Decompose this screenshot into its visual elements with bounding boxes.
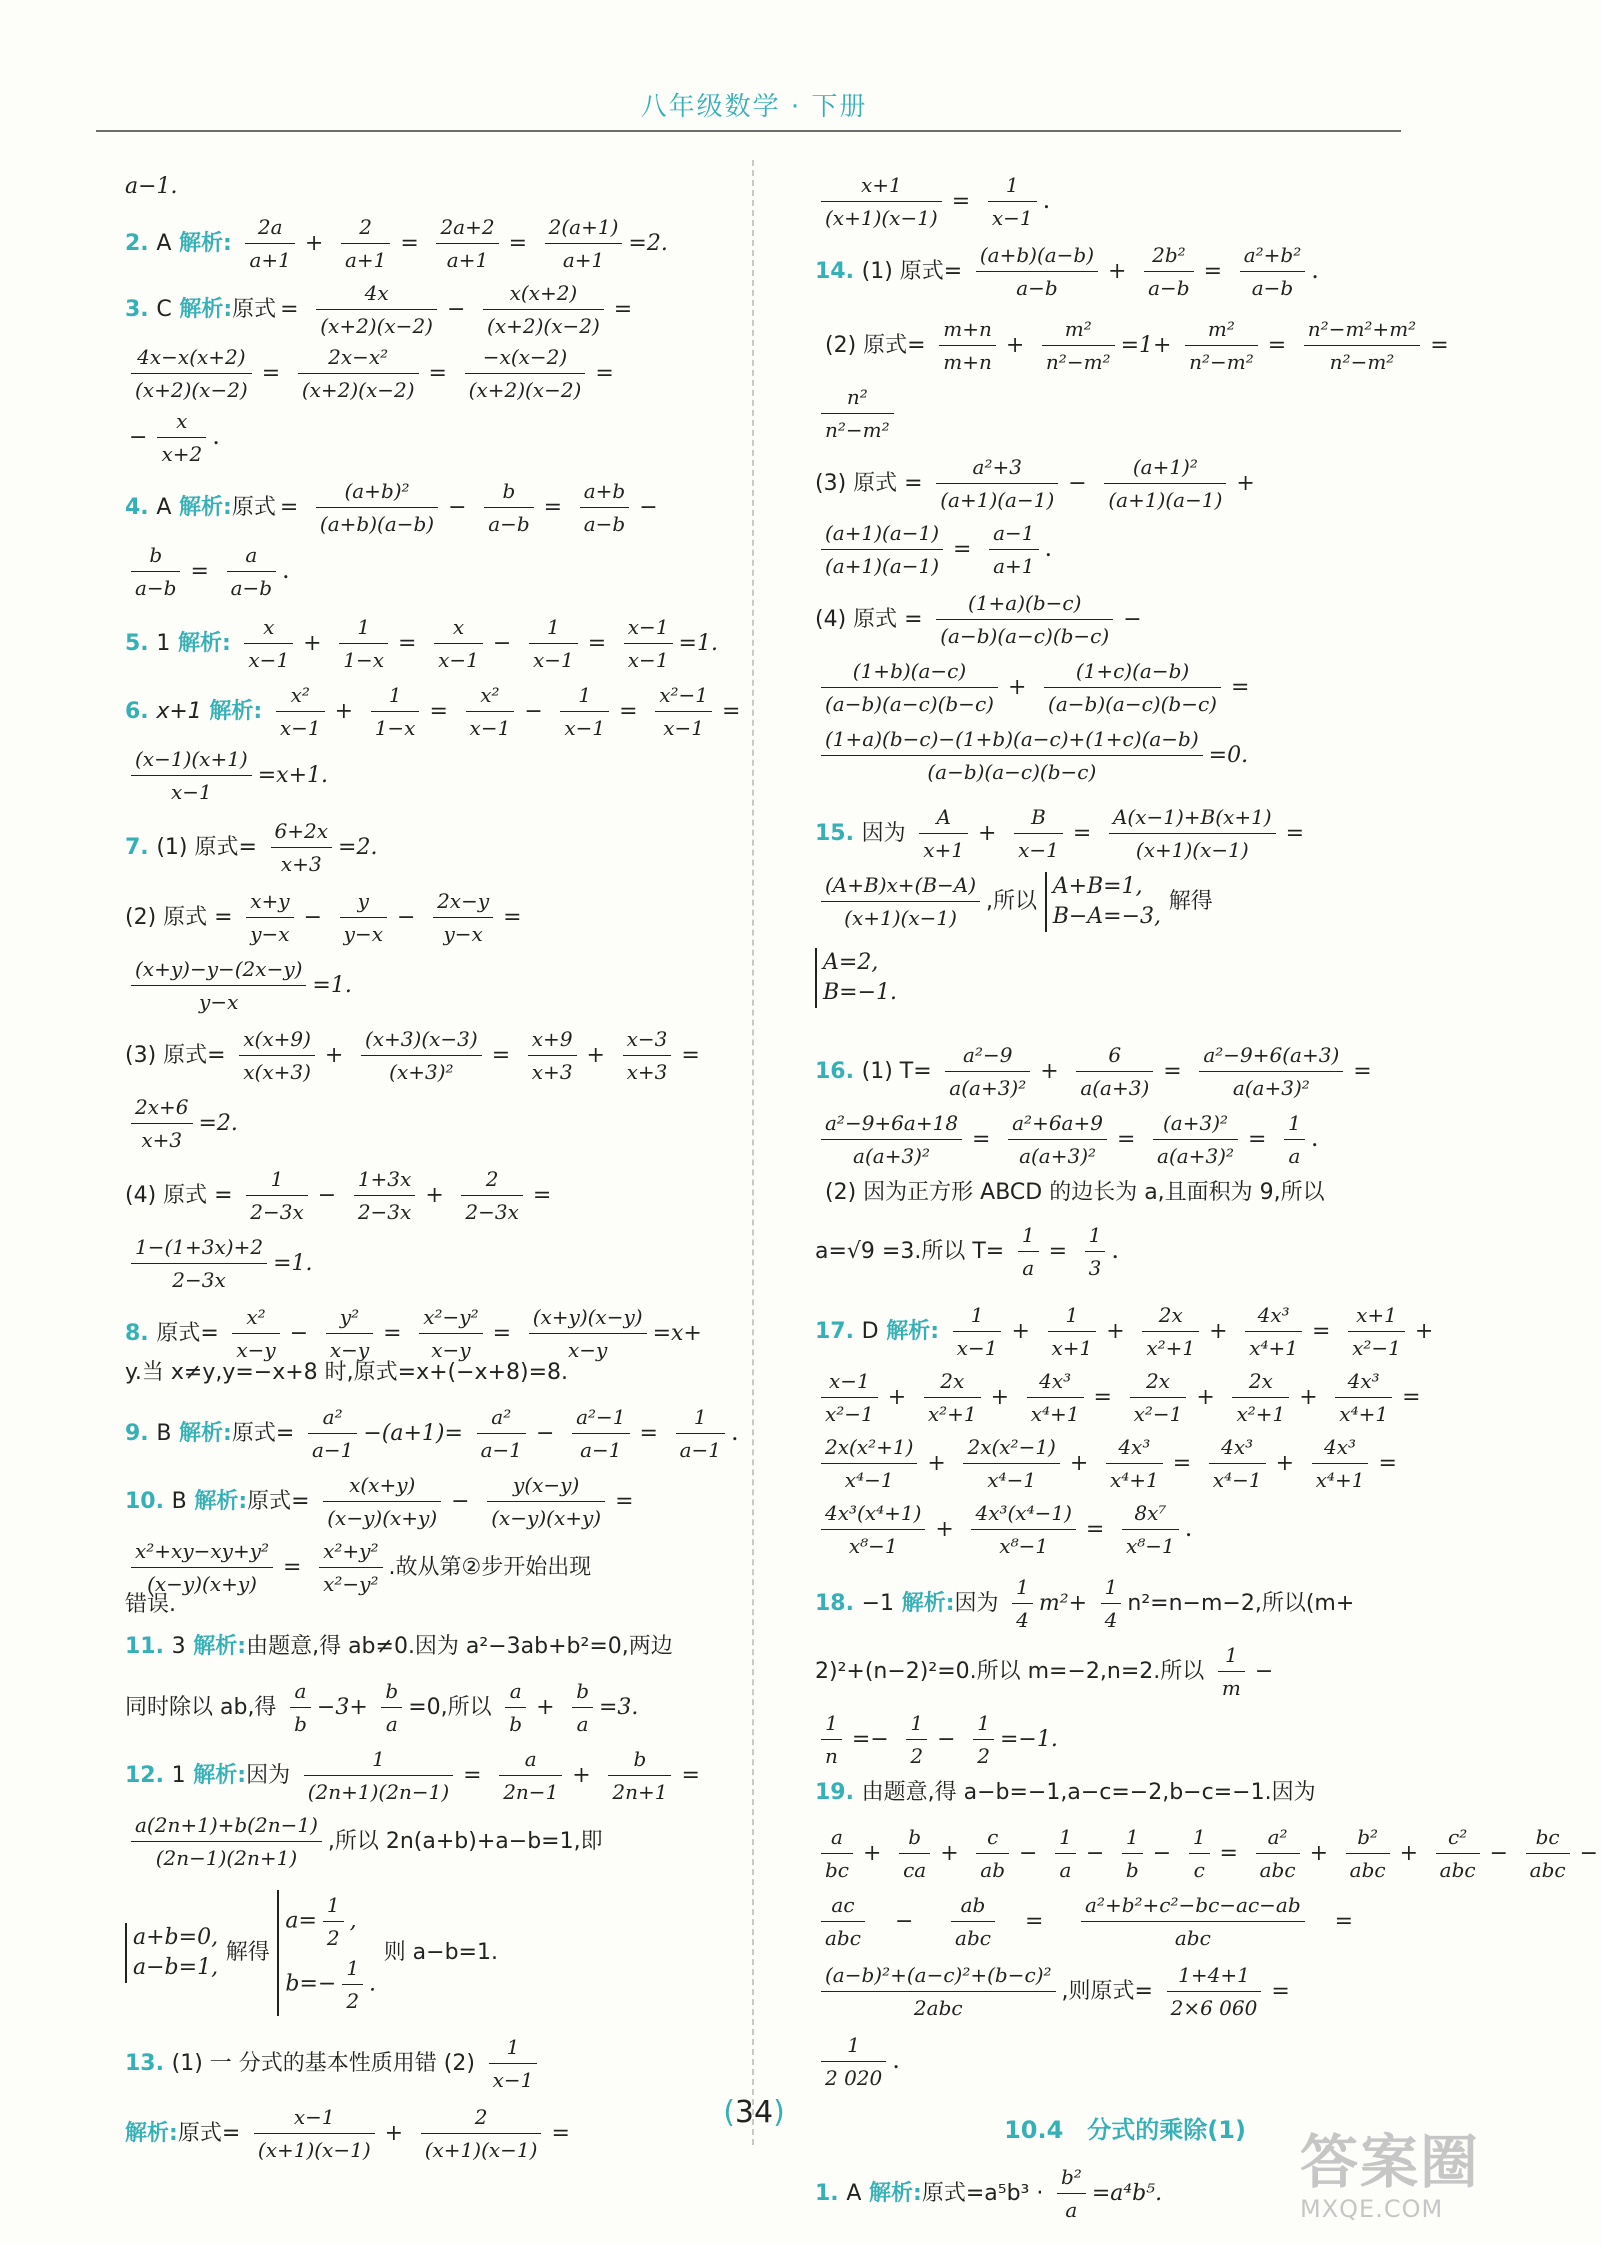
fraction: $\frac{\text{4x³}}{\text{x⁴+1}}$ [1312,1432,1369,1495]
fraction: $\frac{b}{a}$ [572,1676,593,1739]
analysis-tag: 解析: [193,1634,247,1659]
fraction: $\frac{y(x-y)}{(x-y)(x+y)}$ [487,1470,605,1533]
fraction: $\frac{1}{x+1}$ [1048,1300,1097,1363]
q-answer: A [156,495,172,520]
answer-17-line4: $\frac{\text{4x³(x⁴+1)}}{\text{x⁸−1}}$ + $\frac{\text{4x³(x⁴−1)}}{\text{x⁸−1}}$ = $\frac{\text{8x⁷}}{\text{x⁸−1}}$ . [815,1498,1192,1561]
fraction: $\frac{\text{a²−9+6a+18}}{\text{a(a+3)²}}$ [821,1108,962,1171]
fraction: $\frac{\text{x²−1}}{x-1}$ [655,680,712,743]
fraction: $\frac{a}{bc}$ [821,1822,853,1885]
watermark-logo: 答案圈 MXQE.COM [1300,2128,1481,2223]
fraction: $\frac{\text{4x³}}{\text{x⁴+1}}$ [1027,1366,1084,1429]
answer-13: 13. (1) 一 分式的基本性质用错 (2) $\frac{1}{x-1}$ [125,2032,543,2095]
fraction: $\frac{\text{a²}}{\text{abc}}$ [1256,1822,1300,1885]
fraction: $\frac{1}{b}$ [1122,1822,1143,1885]
answer-1-next-section: 1. A 解析:原式=a⁵b³ · $\frac{\text{b²}}{a}$ =a⁴b⁵. [815,2162,1162,2225]
answer-17-line3: $\frac{\text{2x(x²+1)}}{\text{x⁴−1}}$ + $\frac{\text{2x(x²−1)}}{\text{x⁴−1}}$ + $\frac{\text{4x³}}{\text{x⁴+1}}$ = $\frac{\text{4x³}}{\text{x⁴−1}}$ + $\frac{\text{4x³}}{\text{x⁴+1}}$ = [815,1432,1401,1495]
fraction: $\frac{2}{2-3x}$ [461,1164,523,1227]
fraction: $\frac{\text{m²}}{\text{n²−m²}}$ [1185,314,1258,377]
fraction: $\frac{\text{(a+1)²}}{(a+1)(a-1)}$ [1104,452,1226,515]
fraction: $\frac{1}{(2n+1)(2n-1)}$ [304,1744,453,1807]
fraction: $\frac{2x+6}{x+3}$ [131,1092,193,1155]
fraction: $\frac{x(x+9)}{x(x+3)}$ [239,1024,315,1087]
fraction: $\frac{\text{a²−1}}{a-1}$ [572,1402,629,1465]
q-number: 1. [815,2181,839,2206]
q-number: 15. [815,821,854,846]
fraction: $\frac{2x-y}{y-x}$ [433,886,493,949]
fraction: $\frac{2}{(x+1)(x-1)}$ [421,2102,542,2165]
fraction: $\frac{bc}{\text{abc}}$ [1526,1822,1570,1885]
fraction: $\frac{a}{b}$ [505,1676,526,1739]
fraction: $\frac{1}{2-3x}$ [246,1164,308,1227]
q-number: 16. [815,1059,854,1084]
answer-15: 15. 因为 $\frac{A}{x+1}$ + $\frac{B}{x-1}$ = $\frac{A(x-1)+B(x+1)}{(x+1)(x-1)}$ = [815,802,1308,865]
analysis-tag: 解析: [886,1319,940,1344]
answer-18: 18. −1 解析:因为 $\frac{1}{4}$ m²+ $\frac{1}{4}$ n²=n−m−2,所以(m+ [815,1572,1354,1635]
fraction: $\frac{(1+a)(b-c)}{(a-b)(a-c)(b-c)}$ [936,588,1113,651]
analysis-tag: 解析: [179,231,232,256]
fraction: $\frac{(1+b)(a-c)}{(a-b)(a-c)(b-c)}$ [821,656,998,719]
answer-7-part2-line2: $\frac{(x+y)-y-(2x-y)}{y-x}$ =1. [125,954,352,1017]
fraction: $\frac{\text{2x−x²}}{(x+2)(x-2)}$ [298,342,419,405]
fraction: $\frac{2x}{\text{x²+1}}$ [1232,1366,1289,1429]
fraction: $\frac{(A+B)x+(B-A)}{(x+1)(x-1)}$ [821,870,980,933]
fraction: $\frac{4x}{(x+2)(x-2)}$ [316,278,437,341]
fraction: $\frac{2x}{\text{x²−1}}$ [1130,1366,1187,1429]
fraction: $\frac{1}{1-x}$ [371,680,420,743]
fraction: $\frac{1}{x-1}$ [489,2032,538,2095]
fraction: $\frac{(1+c)(a-b)}{(a-b)(a-c)(b-c)}$ [1044,656,1221,719]
answer-7-part4-line2: $\frac{1-(1+3x)+2}{2-3x}$ =1. [125,1232,313,1295]
fraction: $\frac{6}{a(a+3)}$ [1076,1040,1153,1103]
q-answer: 1 [156,631,171,656]
fraction: $\frac{\text{4x³}}{\text{x⁴−1}}$ [1209,1432,1266,1495]
fraction: $\frac{B}{x-1}$ [1014,802,1063,865]
fraction: $\frac{x-1}{x-1}$ [624,612,673,675]
answer-16-line2: $\frac{\text{a²−9+6a+18}}{\text{a(a+3)²}}$ = $\frac{\text{a²+6a+9}}{\text{a(a+3)²}}$ = $\frac{\text{(a+3)²}}{\text{a(a+3)²}}$ = $\frac{1}{a}$ . [815,1108,1318,1171]
fraction: $\frac{\text{4x³}}{\text{x⁴+1}}$ [1106,1432,1163,1495]
answer-18-line3: $\frac{1}{n}$ =− $\frac{1}{2}$ − $\frac{1}{2}$ =−1. [815,1708,1058,1771]
fraction: $\frac{4x-x(x+2)}{(x+2)(x-2)}$ [131,342,252,405]
fraction: $\frac{\text{m²}}{\text{n²−m²}}$ [1042,314,1115,377]
answer-14: 14. (1) 原式= $\frac{(a+b)(a-b)}{a-b}$ + $\frac{\text{2b²}}{a-b}$ = $\frac{\text{a²+b²}}{a-b}$ . [815,240,1319,303]
fraction: $\frac{\text{(a+3)²}}{\text{a(a+3)²}}$ [1153,1108,1238,1171]
answer-7-part4: (4) 原式 = $\frac{1}{2-3x}$ − $\frac{1+3x}{2-3x}$ + $\frac{2}{2-3x}$ = [125,1164,555,1227]
analysis-tag: 解析: [194,1489,248,1514]
fraction: $\frac{\text{x²}}{x-1}$ [276,680,325,743]
fraction: $\frac{\text{a²}}{a-1}$ [477,1402,526,1465]
answer-14-part3: (3) 原式 = $\frac{\text{a²+3}}{(a+1)(a-1)}$ − $\frac{\text{(a+1)²}}{(a+1)(a-1)}$ + [815,452,1259,515]
q-answer: A [846,2181,862,2206]
fraction: $\frac{1}{x-1}$ [988,170,1037,233]
answer-12: 12. 1 解析:因为 $\frac{1}{(2n+1)(2n-1)}$ = $\frac{a}{2n-1}$ + $\frac{b}{2n+1}$ = [125,1744,704,1807]
answer-14-part4-line2: $\frac{(1+b)(a-c)}{(a-b)(a-c)(b-c)}$ + $\frac{(1+c)(a-b)}{(a-b)(a-c)(b-c)}$ = [815,656,1253,719]
q-number: 17. [815,1319,854,1344]
analysis-tag: 解析: [193,1763,247,1788]
fraction: $\frac{x-1}{\text{x²−1}}$ [821,1366,878,1429]
analysis-tag: 解析: [177,631,231,656]
fraction: $\frac{a}{2n-1}$ [499,1744,562,1807]
q-number: 9. [125,1421,149,1446]
fraction: $\frac{6+2x}{x+3}$ [271,816,333,879]
fraction: $\frac{1}{1-x}$ [339,612,388,675]
fraction: $\frac{2a+2}{a+1}$ [436,212,498,275]
fraction: $\frac{1}{4}$ [1101,1572,1122,1635]
fraction: $\frac{1}{2}$ [906,1708,927,1771]
fraction: $\frac{\text{n²}}{\text{n²−m²}}$ [821,382,894,445]
answer-2: 2. A 解析: $\frac{2a}{a+1}$ + $\frac{2}{a+1}$ = $\frac{2a+2}{a+1}$ = $\frac{2(a+1)}{a+1}$ =2. [125,212,668,275]
fraction: $\frac{y}{y-x}$ [340,886,387,949]
fraction: $\frac{a}{b}$ [290,1676,311,1739]
fraction: $\frac{1+3x}{2-3x}$ [354,1164,416,1227]
fraction: $\frac{1}{4}$ [1012,1572,1033,1635]
fraction: $\frac{x}{x-1}$ [244,612,293,675]
fraction: $\frac{-x(x-2)}{(x+2)(x-2)}$ [465,342,586,405]
fraction: $\frac{c}{ab}$ [976,1822,1009,1885]
fraction: $\frac{\text{y²}}{x-y}$ [326,1302,373,1365]
fraction: $\frac{1}{a}$ [1018,1220,1039,1283]
q-number: 5. [125,631,149,656]
answer-15-line3: A=2, B=−1. [815,948,897,1012]
fraction: $\frac{\text{8x⁷}}{\text{x⁸−1}}$ [1122,1498,1179,1561]
answer-6: 6. x+1 解析: $\frac{\text{x²}}{x-1}$ + $\frac{1}{1-x}$ = $\frac{\text{x²}}{x-1}$ − $\frac{1}{x-1}$ = $\frac{\text{x²−1}}{x-1}$ = [125,680,744,743]
fraction: $\frac{\text{n²−m²+m²}}{\text{n²−m²}}$ [1304,314,1420,377]
answer-8: 8. 原式= $\frac{\text{x²}}{x-y}$ − $\frac{\text{y²}}{x-y}$ = $\frac{\text{x²−y²}}{x-y}$ = $\frac{(x+y)(x-y)}{x-y}$ =x+ [125,1302,702,1365]
fraction: $\frac{\text{x²+xy−xy+y²}}{(x-y)(x+y)}$ [131,1536,273,1599]
fraction: $\frac{(a+1)(a-1)}{(a+1)(a-1)}$ [821,518,943,581]
fraction: $\frac{b}{a-b}$ [131,540,180,603]
answer-10: 10. B 解析:原式= $\frac{x(x+y)}{(x-y)(x+y)}$ − $\frac{y(x-y)}{(x-y)(x+y)}$ = [125,1470,638,1533]
fraction: $\frac{\text{4x³}}{\text{x⁴+1}}$ [1245,1300,1302,1363]
fraction: $\frac{x+y}{y-x}$ [246,886,293,949]
analysis-tag: 解析: [901,1591,955,1616]
answer-14-part2-line2 [815,382,900,445]
fraction: $\frac{a-1}{a+1}$ [989,518,1038,581]
analysis-tag: 解析: [869,2181,922,2206]
fraction: $\frac{x}{x+2}$ [157,406,206,469]
page-number: (34) [723,2095,785,2130]
fraction: $\frac{\text{4x³(x⁴−1)}}{\text{x⁸−1}}$ [971,1498,1075,1561]
fraction: $\frac{x+1}{\text{x²−1}}$ [1348,1300,1405,1363]
fraction: $\frac{\text{a²+3}}{(a+1)(a-1)}$ [936,452,1058,515]
q-number: 18. [815,1591,854,1616]
fraction: $\frac{(x+y)(x-y)}{x-y}$ [529,1302,647,1365]
answer-4: 4. A 解析:原式 = $\frac{\text{(a+b)²}}{(a+b)(a-b)}$ − $\frac{b}{a-b}$ = $\frac{a+b}{a-b}$ − [125,476,662,539]
fraction: $\frac{x(x+2)}{(x+2)(x-2)}$ [483,278,604,341]
fraction: $\frac{1}{m}$ [1218,1640,1245,1703]
q-number: 12. [125,1763,164,1788]
q-answer: 1 [171,1763,186,1788]
answer-10-line2: $\frac{\text{x²+xy−xy+y²}}{(x-y)(x+y)}$ = $\frac{\text{x²+y²}}{\text{x²−y²}}$ .故从第②步开始出现 [125,1536,591,1599]
fraction: $\frac{\text{4x³}}{\text{x⁴+1}}$ [1335,1366,1392,1429]
answer-10-line3: 错误. [125,1592,176,1617]
fraction: $\frac{1}{x-1}$ [953,1300,1002,1363]
fraction: $\frac{\text{a²+6a+9}}{\text{a(a+3)²}}$ [1008,1108,1107,1171]
answer-16: 16. (1) T= $\frac{\text{a²−9}}{\text{a(a+3)²}}$ + $\frac{6}{a(a+3)}$ = $\frac{\text{a²−9+6(a+3)}}{\text{a(a+3)²}}$ = [815,1040,1376,1103]
fraction: $\frac{(x-1)(x+1)}{x-1}$ [131,744,252,807]
fraction: $\frac{m+n}{m+n}$ [939,314,996,377]
answer-7-part3-line2: $\frac{2x+6}{x+3}$ =2. [125,1092,238,1155]
fraction: $\frac{\text{2x(x²+1)}}{\text{x⁴−1}}$ [821,1432,917,1495]
fraction: $\frac{(x+y)-y-(2x-y)}{y-x}$ [131,954,306,1017]
answer-17-line2: $\frac{x-1}{\text{x²−1}}$ + $\frac{2x}{\text{x²+1}}$ + $\frac{\text{4x³}}{\text{x⁴+1}}$ = $\frac{2x}{\text{x²−1}}$ + $\frac{2x}{\text{x²+1}}$ + $\frac{\text{4x³}}{\text{x⁴+1}}$ = [815,1366,1425,1429]
fraction: $\frac{2x}{\text{x²+1}}$ [924,1366,981,1429]
fraction: $\frac{b}{2n+1}$ [608,1744,671,1807]
fraction: $\frac{\text{(a+b)²}}{(a+b)(a-b)}$ [316,476,438,539]
q-answer: 3 [171,1634,186,1659]
q-number: 13. [125,2051,164,2076]
fraction: $\frac{1}{n}$ [821,1708,842,1771]
answer-3: 3. C 解析:原式 = $\frac{4x}{(x+2)(x-2)}$ − $\frac{x(x+2)}{(x+2)(x-2)}$ = [125,278,636,341]
section-title: 10.4 分式的乘除(1) [1004,2116,1246,2144]
q-answer: −1 [861,1591,895,1616]
answer-11: 11. 3 解析:由题意,得 ab≠0.因为 a²−3ab+b²=0,两边 [125,1634,673,1659]
fraction: $\frac{\text{b²}}{\text{abc}}$ [1346,1822,1390,1885]
q-number: 4. [125,495,149,520]
fraction: $\frac{1}{a-1}$ [676,1402,725,1465]
q-number: 8. [125,1321,149,1346]
fraction: $\frac{a}{a-b}$ [227,540,276,603]
fraction: $\frac{\text{a²+b²}}{a-b}$ [1240,240,1306,303]
q-answer: x+1 [156,699,202,724]
q-number: 6. [125,699,149,724]
fraction: $\frac{\text{4x³(x⁴+1)}}{\text{x⁸−1}}$ [821,1498,925,1561]
answer-13-line2: 解析:原式= $\frac{x-1}{(x+1)(x-1)}$ + $\frac{2}{(x+1)(x-1)}$ = [125,2102,574,2165]
answer-12-system: a+b=0, a−b=1, 解得 a= $\frac{1}{2}$ , b=− $\frac{1}{2}$ . 则 a−b=1. [125,1890,498,2000]
fraction: $\frac{\text{x²−y²}}{x-y}$ [419,1302,482,1365]
fraction: $\frac{1}{a}$ [1284,1108,1305,1171]
analysis-tag: 解析: [125,2121,178,2146]
fraction: $\frac{a(2n+1)+b(2n-1)}{(2n-1)(2n+1)}$ [131,1810,322,1873]
fraction: $\frac{ab}{\text{abc}}$ [951,1890,995,1953]
analysis-tag: 解析: [179,495,232,520]
answer-6-line2: $\frac{(x-1)(x+1)}{x-1}$ =x+1. [125,744,328,807]
q-answer: D [861,1319,879,1344]
answer-4-line2: $\frac{b}{a-b}$ = $\frac{a}{a-b}$ . [125,540,290,603]
fraction: $\frac{1+4+1}{2\times 6 060}$ [1167,1960,1262,2023]
q-number: 19. [815,1780,854,1805]
fraction: $\frac{x+9}{x+3}$ [528,1024,577,1087]
fraction: $\frac{1}{x-1}$ [560,680,609,743]
fraction: $\frac{(a+b)(a-b)}{a-b}$ [976,240,1098,303]
answer-14-part4-line3: $\frac{(1+a)(b-c)-(1+b)(a-c)+(1+c)(a-b)}{(a-b)(a-c)(b-c)}$ =0. [815,724,1248,787]
fraction: $\frac{b}{ca}$ [899,1822,930,1885]
fraction: $\frac{\text{x²}}{x-y}$ [232,1302,279,1365]
fraction: $\frac{\text{(a−b)²+(a−c)²+(b−c)²}}{\text{2abc}}$ [821,1960,1056,2023]
fraction: $\frac{\text{a²+b²+c²−bc−ac−ab}}{\text{abc}}$ [1081,1890,1305,1953]
answer-14-part4: (4) 原式 = $\frac{(1+a)(b-c)}{(a-b)(a-c)(b-c)}$ − [815,588,1146,651]
fraction: $\frac{1}{3}$ [1085,1220,1106,1283]
q-answer: C [156,297,172,322]
q-number: 7. [125,835,149,860]
fraction: $\frac{2(a+1)}{a+1}$ [545,212,623,275]
q-number: 3. [125,297,149,322]
answer-11-line2: 同时除以 ab,得 $\frac{a}{b}$ −3+ $\frac{b}{a}$ =0,所以 $\frac{a}{b}$ + $\frac{b}{a}$ =3. [125,1676,638,1739]
answer-7: 7. (1) 原式= $\frac{6+2x}{x+3}$ =2. [125,816,377,879]
fraction: $\frac{2a}{a+1}$ [245,212,294,275]
answer-13-continuation: $\frac{x+1}{(x+1)(x-1)}$ = $\frac{1}{x-1}$ . [815,170,1050,233]
column-divider [752,160,754,2145]
answer-14-part3-line2: $\frac{(a+1)(a-1)}{(a+1)(a-1)}$ = $\frac{a-1}{a+1}$ . [815,518,1052,581]
fraction: $\frac{1}{2}$ [973,1708,994,1771]
answer-continuation: a−1. [125,174,178,199]
fraction: $\frac{1}{c}$ [1189,1822,1210,1885]
fraction: $\frac{\text{x²+y²}}{\text{x²−y²}}$ [319,1536,382,1599]
answer-9: 9. B 解析:原式= $\frac{\text{a²}}{a-1}$ −(a+1)= $\frac{\text{a²}}{a-1}$ − $\frac{\text{a²−1}}{a-1}$ = $\frac{1}{a-1}$ . [125,1402,739,1465]
fraction: $\frac{\text{a²}}{a-1}$ [308,1402,357,1465]
fraction: $\frac{\text{x²}}{x-1}$ [466,680,515,743]
fraction: $\frac{\text{2b²}}{a-b}$ [1144,240,1193,303]
fraction: $\frac{a+b}{a-b}$ [580,476,629,539]
answer-18-line2: 2)²+(n−2)²=0.所以 m=−2,n=2.所以 $\frac{1}{m}$ − [815,1640,1277,1703]
fraction: $\frac{b}{a}$ [381,1676,402,1739]
q-number: 10. [125,1489,164,1514]
fraction: $\frac{A}{x+1}$ [919,802,968,865]
answer-17: 17. D 解析: $\frac{1}{x-1}$ + $\frac{1}{x+1}$ + $\frac{2x}{\text{x²+1}}$ + $\frac{\text{4x³}}{\text{x⁴+1}}$ = $\frac{x+1}{\text{x²−1}}$ + [815,1300,1437,1363]
q-number: 14. [815,259,854,284]
q-number: 11. [125,1634,164,1659]
fraction: $\frac{2}{a+1}$ [341,212,390,275]
analysis-tag: 解析: [179,1421,232,1446]
fraction: $\frac{\text{a²−9+6(a+3)}}{\text{a(a+3)²}}$ [1199,1040,1343,1103]
analysis-tag: 解析: [179,297,233,322]
answer-7-part2: (2) 原式 = $\frac{x+y}{y-x}$ − $\frac{y}{y-x}$ − $\frac{2x-y}{y-x}$ = [125,886,526,949]
answer-19-line4: $\frac{\text{(a−b)²+(a−c)²+(b−c)²}}{\text{2abc}}$ ,则原式= $\frac{1+4+1}{2\times 6 060}$ = [815,1960,1294,2023]
fraction: $\frac{x-3}{x+3}$ [623,1024,672,1087]
fraction: $\frac{(1+a)(b-c)-(1+b)(a-c)+(1+c)(a-b)}{(a-b)(a-c)(b-c)}$ [821,724,1203,787]
q-number: 2. [125,231,149,256]
fraction: $\frac{1}{a}$ [1055,1822,1076,1885]
fraction: $\frac{ac}{\text{abc}}$ [821,1890,865,1953]
answer-19: 19. 由题意,得 a−b=−1,a−c=−2,b−c=−1.因为 [815,1780,1316,1805]
answer-19-line3: $\frac{ac}{\text{abc}}$ − $\frac{ab}{\text{abc}}$ = $\frac{\text{a²+b²+c²−bc−ac−ab}}{\text{abc}}$ = [815,1890,1357,1953]
answer-15-line2: $\frac{(A+B)x+(B-A)}{(x+1)(x-1)}$ ,所以 A+B=1, B−A=−3, 解得 [815,870,1213,933]
analysis-tag: 解析: [209,699,263,724]
fraction: $\frac{x-1}{(x+1)(x-1)}$ [254,2102,375,2165]
fraction: $\frac{x}{x-1}$ [434,612,483,675]
q-answer: B [156,1421,172,1446]
fraction: $\frac{x(x+y)}{(x-y)(x+y)}$ [323,1470,441,1533]
answer-3-line2: $\frac{4x-x(x+2)}{(x+2)(x-2)}$ = $\frac{\text{2x−x²}}{(x+2)(x-2)}$ = $\frac{-x(x-2)}{(x+2)(x-2)}$ = [125,342,618,405]
fraction: $\frac{1}{2 020}$ [821,2030,886,2093]
q-answer: B [171,1489,187,1514]
answer-7-part3: (3) 原式= $\frac{x(x+9)}{x(x+3)}$ + $\frac{(x+3)(x-3)}{\text{(x+3)²}}$ = $\frac{x+9}{x+3}$ + $\frac{x-3}{x+3}$ = [125,1024,704,1087]
fraction: $\frac{\text{a²−9}}{\text{a(a+3)²}}$ [945,1040,1030,1103]
fraction: $\frac{\text{2x(x²−1)}}{\text{x⁴−1}}$ [963,1432,1059,1495]
answer-16-part2: (2) 因为正方形 ABCD 的边长为 a,且面积为 9,所以 [825,1180,1325,1205]
answer-8-line2: y.当 x≠y,y=−x+8 时,原式=x+(−x+8)=8. [125,1360,569,1385]
fraction: $\frac{\text{c²}}{\text{abc}}$ [1436,1822,1480,1885]
answer-12-line2: $\frac{a(2n+1)+b(2n-1)}{(2n-1)(2n+1)}$ ,所以 2n(a+b)+a−b=1,即 [125,1810,603,1873]
fraction: $\frac{2x}{\text{x²+1}}$ [1142,1300,1199,1363]
fraction: $\frac{1}{x-1}$ [529,612,578,675]
fraction: $\frac{b}{a-b}$ [484,476,533,539]
fraction: $\frac{(x+3)(x-3)}{\text{(x+3)²}}$ [361,1024,482,1087]
fraction: $\frac{\text{b²}}{a}$ [1057,2162,1086,2225]
fraction: $\frac{1-(1+3x)+2}{2-3x}$ [131,1232,267,1295]
answer-19-line5: $\frac{1}{2 020}$ . [815,2030,900,2093]
answer-14-part2: (2) 原式= $\frac{m+n}{m+n}$ + $\frac{\text{m²}}{\text{n²−m²}}$ =1+ $\frac{\text{m²}}{\text{n²−m²}}$ = $\frac{\text{n²−m²+m²}}{\text{n²−m²}}$ = [815,314,1453,377]
answer-19-line2: $\frac{a}{bc}$ + $\frac{b}{ca}$ + $\frac{c}{ab}$ − $\frac{1}{a}$ − $\frac{1}{b}$ − $\frac{1}{c}$ = $\frac{\text{a²}}{\text{abc}}$ + $\frac{\text{b²}}{\text{abc}}$ + $\frac{\text{c²}}{\text{abc}}$ − $\frac{bc}{\text{abc}}$ − [815,1822,1602,1885]
q-answer: A [156,231,172,256]
answer-3-line3: − $\frac{x}{x+2}$ . [125,406,220,469]
fraction: $\frac{A(x-1)+B(x+1)}{(x+1)(x-1)}$ [1109,802,1276,865]
answer-16-part2-line2: a=√9 =3.所以 T= $\frac{1}{a}$ = $\frac{1}{3}$ . [815,1220,1119,1283]
header-rule [96,130,1401,132]
page-header: 八年级数学 · 下册 [640,92,868,122]
fraction: $\frac{x+1}{(x+1)(x-1)}$ [821,170,942,233]
answer-5: 5. 1 解析: $\frac{x}{x-1}$ + $\frac{1}{1-x}$ = $\frac{x}{x-1}$ − $\frac{1}{x-1}$ = $\frac{x-1}{x-1}$ =1. [125,612,718,675]
